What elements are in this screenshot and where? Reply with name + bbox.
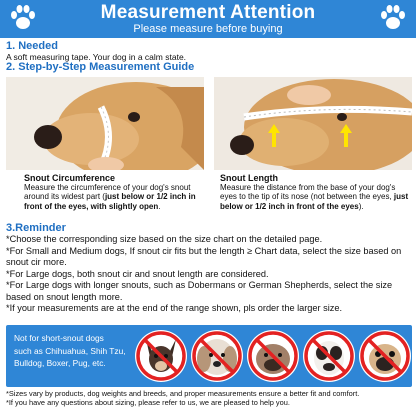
snout-length-text: Measure the distance from the base of your dog's eyes to the tip of its nose (not between the eyes, just below or 1/2 inch in front of the eyes). [220, 183, 409, 211]
footer-line: *If you have any questions about sizing, please refer to us, we are pleased to help you. [6, 398, 290, 407]
snout-circumference-photo [6, 77, 204, 170]
header-banner [0, 0, 416, 38]
snout-length-photo [214, 77, 412, 170]
section-heading-guide: 2. Step-by-Step Measurement Guide [6, 61, 195, 73]
snout-length-title: Snout Length [220, 173, 278, 183]
section-heading-needed: 1. Needed [6, 40, 58, 52]
reminder-item: *Choose the corresponding size based on the size chart on the detailed page. [6, 234, 323, 244]
boxer-prohibited-icon [302, 329, 356, 383]
reminder-item: *If your measurements are at the end of the range shown, pls order the larger size. [6, 303, 343, 313]
footer-notes [6, 389, 414, 407]
shih-tzu-prohibited-icon [190, 329, 244, 383]
footer-line: *Sizes vary by products, dog weights and breeds, and proper measurements ensure a better fit and comfort. [6, 389, 360, 398]
reminder-item: *For Large dogs, both snout cir and snout length are considered. [6, 268, 269, 279]
not-for-short-snout-strip [6, 325, 412, 387]
banner-subtitle: Please measure before buying [133, 23, 283, 35]
reminder-item: *For Small and Medium dogs, If snout cir fits but the length ≥ Chart data, select the size based on snout cir more. [6, 245, 402, 267]
section-heading-reminder: 3.Reminder [6, 222, 66, 234]
not-for-text: Not for short-snout dogs such as Chihuahua, Shih Tzu, Bulldog, Boxer, Pug, etc. [14, 333, 126, 368]
snout-circumference-text: Measure the circumference of your dog's snout around its widest part (just below or 1/2 inch in front of the eyes, with slightly open. [24, 183, 196, 211]
pug-prohibited-icon [358, 329, 412, 383]
snout-circumference-title: Snout Circumference [24, 173, 116, 183]
chihuahua-prohibited-icon [134, 329, 188, 383]
bulldog-prohibited-icon [246, 329, 300, 383]
needed-text: A soft measuring tape. Your dog in a calm state. [6, 52, 187, 62]
reminder-item: *For Large dogs with longer snouts, such as Dobermans or German Shepherds, select the size based on snout length more. [6, 280, 393, 302]
paw-icon [378, 4, 408, 32]
reminder-list [6, 234, 412, 315]
banner-title: Measurement Attention [100, 2, 316, 23]
